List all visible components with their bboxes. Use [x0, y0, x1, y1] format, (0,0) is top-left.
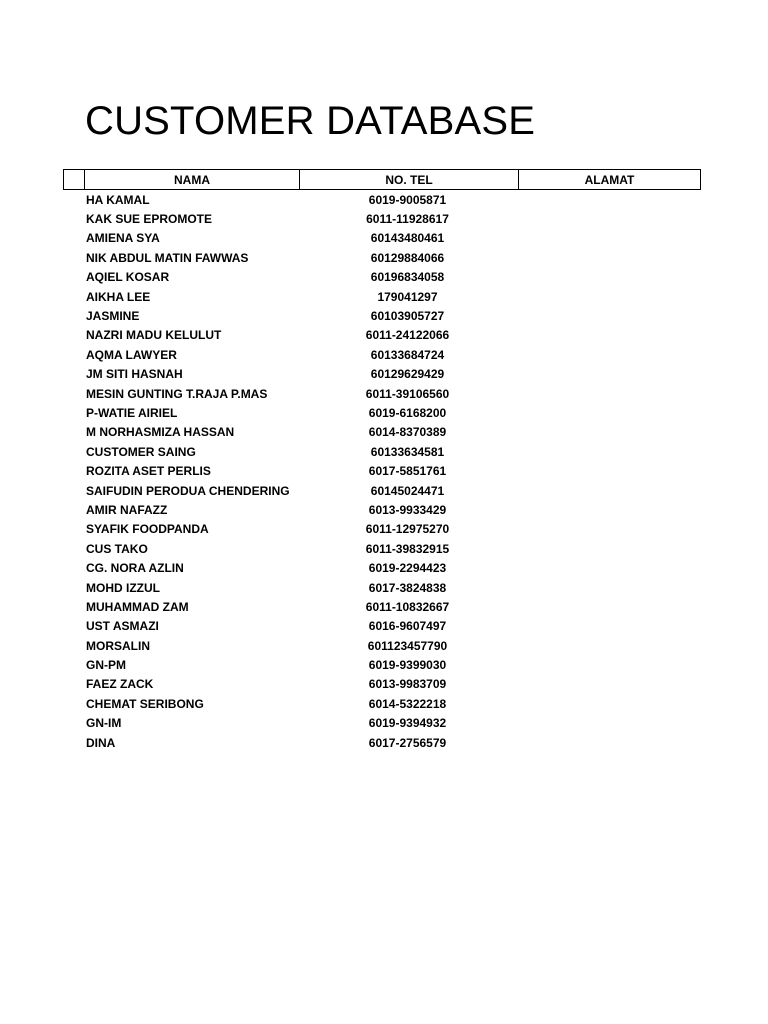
- header-cell-tel: NO. TEL: [299, 170, 518, 189]
- row-cell-nama: AQIEL KOSAR: [86, 270, 170, 285]
- table-row: [63, 326, 701, 345]
- row-cell-tel: 6011-10832667: [365, 599, 450, 614]
- row-cell-nama: CUS TAKO: [86, 541, 148, 556]
- table-row: [63, 306, 701, 325]
- table-row: [63, 578, 701, 597]
- row-cell-nama: AMIR NAFAZZ: [86, 502, 168, 517]
- table-row: [63, 209, 701, 228]
- row-cell-nama: DINA: [86, 735, 116, 750]
- table-row: [63, 539, 701, 558]
- page-title: CUSTOMER DATABASE: [85, 99, 536, 143]
- row-cell-tel: 6014-5322218: [368, 696, 447, 711]
- table-row: [63, 500, 701, 519]
- row-cell-nama: P-WATIE AIRIEL: [86, 405, 178, 420]
- table-row: [63, 520, 701, 539]
- row-cell-nama: CHEMAT SERIBONG: [86, 696, 204, 711]
- table-row: [63, 229, 701, 248]
- table-row: [63, 345, 701, 364]
- row-cell-nama: NAZRI MADU KELULUT: [86, 328, 222, 343]
- row-cell-tel: 6017-5851761: [368, 464, 447, 479]
- row-cell-nama: MORSALIN: [86, 638, 150, 653]
- row-cell-tel: 60129884066: [370, 250, 445, 265]
- row-cell-tel: 6017-3824838: [368, 580, 447, 595]
- row-cell-tel: 6011-39106560: [365, 386, 450, 401]
- row-cell-nama: GN-PM: [86, 658, 126, 673]
- table-row: [63, 675, 701, 694]
- table-row: [63, 481, 701, 500]
- table-row: [63, 636, 701, 655]
- row-cell-nama: MESIN GUNTING T.RAJA P.MAS: [86, 386, 268, 401]
- row-cell-nama: AIKHA LEE: [86, 289, 151, 304]
- row-cell-nama: MUHAMMAD ZAM: [86, 599, 189, 614]
- row-cell-nama: AQMA LAWYER: [86, 347, 177, 362]
- row-cell-tel: 179041297: [377, 289, 438, 304]
- row-cell-nama: AMIENA SYA: [86, 231, 160, 246]
- row-cell-tel: 60133684724: [370, 347, 445, 362]
- table-row: [63, 365, 701, 384]
- row-cell-nama: CUSTOMER SAING: [86, 444, 196, 459]
- row-cell-nama: M NORHASMIZA HASSAN: [86, 425, 235, 440]
- row-cell-tel: 6013-9983709: [368, 677, 447, 692]
- row-cell-tel: 60129629429: [370, 367, 445, 382]
- row-cell-tel: 6019-6168200: [368, 405, 447, 420]
- row-cell-tel: 6019-9394932: [368, 716, 447, 731]
- table-row: [63, 714, 701, 733]
- row-cell-nama: FAEZ ZACK: [86, 677, 154, 692]
- row-cell-nama: NIK ABDUL MATIN FAWWAS: [86, 250, 249, 265]
- table-row: [63, 558, 701, 577]
- row-cell-nama: JM SITI HASNAH: [86, 367, 183, 382]
- row-cell-tel: 6013-9933429: [368, 502, 447, 517]
- table-row: [63, 248, 701, 267]
- row-cell-nama: SAIFUDIN PERODUA CHENDERING: [86, 483, 290, 498]
- row-cell-tel: 6011-24122066: [365, 328, 450, 343]
- row-cell-tel: 6011-11928617: [366, 212, 449, 227]
- row-cell-tel: 6019-9399030: [368, 658, 447, 673]
- row-cell-nama: UST ASMAZI: [86, 619, 159, 634]
- table-row: [63, 597, 701, 616]
- row-cell-tel: 6011-39832915: [365, 541, 450, 556]
- table-row: [63, 733, 701, 752]
- customer-table-body: [63, 190, 701, 752]
- table-row: [63, 461, 701, 480]
- table-row: [63, 617, 701, 636]
- row-cell-tel: 60143480461: [370, 231, 445, 246]
- header-cell-alamat: ALAMAT: [518, 170, 700, 189]
- row-cell-tel: 6011-12975270: [365, 522, 450, 537]
- row-cell-nama: GN-IM: [86, 716, 122, 731]
- row-cell-tel: 6017-2756579: [368, 735, 447, 750]
- table-row: [63, 655, 701, 674]
- table-row: [63, 403, 701, 422]
- row-cell-tel: 60196834058: [370, 270, 445, 285]
- row-cell-tel: 6016-9607497: [368, 619, 447, 634]
- row-cell-nama: CG. NORA AZLIN: [86, 561, 184, 576]
- table-row: [63, 190, 701, 209]
- table-header: [63, 169, 701, 190]
- row-cell-tel: 60103905727: [370, 309, 445, 324]
- table-row: [63, 384, 701, 403]
- header-cell-nama: NAMA: [84, 170, 299, 189]
- header-cell-blank: [64, 170, 84, 189]
- row-cell-nama: HA KAMAL: [86, 192, 150, 207]
- row-cell-tel: 601123457790: [367, 638, 448, 653]
- table-row: [63, 423, 701, 442]
- row-cell-tel: 6014-8370389: [368, 425, 447, 440]
- row-cell-nama: JASMINE: [86, 309, 140, 324]
- table-row: [63, 694, 701, 713]
- table-row: [63, 287, 701, 306]
- row-cell-tel: 60133634581: [370, 444, 445, 459]
- row-cell-tel: 6019-2294423: [368, 561, 447, 576]
- row-cell-nama: ROZITA ASET PERLIS: [86, 464, 211, 479]
- row-cell-tel: 60145024471: [370, 483, 445, 498]
- row-cell-nama: SYAFIK FOODPANDA: [86, 522, 209, 537]
- table-row: [63, 268, 701, 287]
- row-cell-nama: KAK SUE EPROMOTE: [86, 212, 213, 227]
- row-cell-nama: MOHD IZZUL: [86, 580, 160, 595]
- row-cell-tel: 6019-9005871: [368, 192, 447, 207]
- table-row: [63, 442, 701, 461]
